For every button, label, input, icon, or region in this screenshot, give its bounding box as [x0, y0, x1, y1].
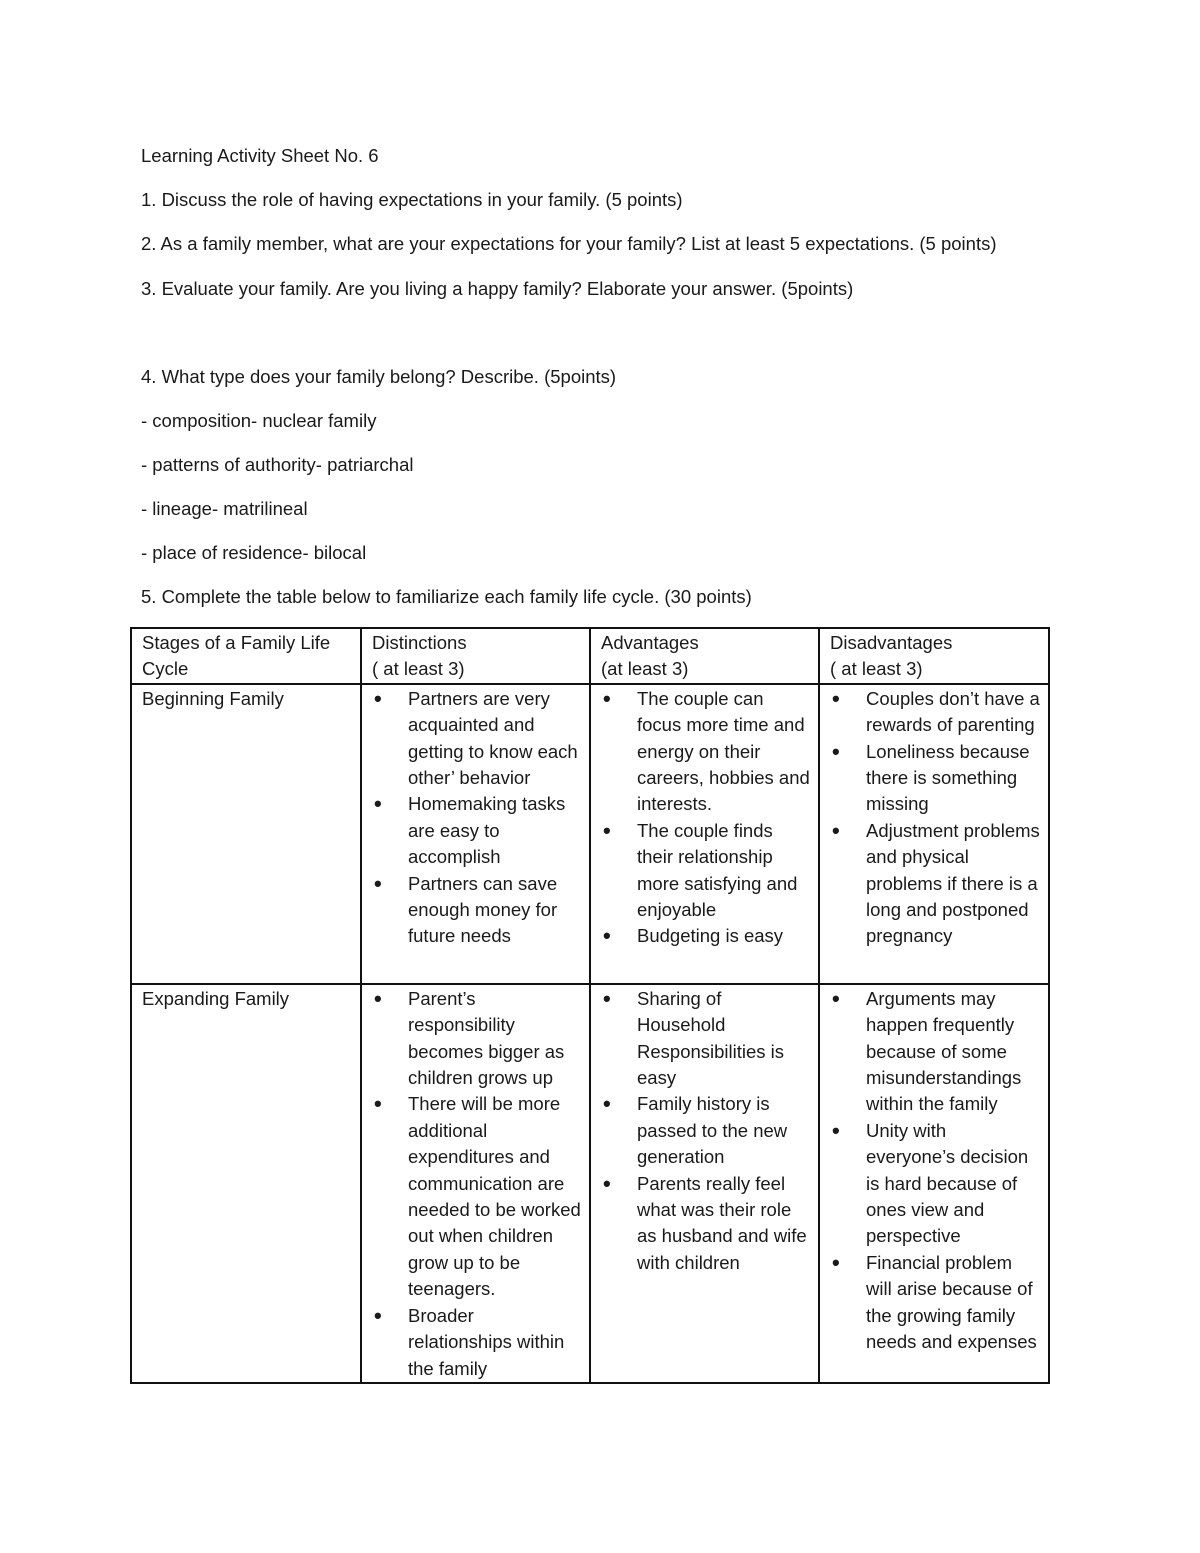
header-disadvantages — [819, 628, 1049, 684]
question-4: 4. What type does your family belong? Describe. (5points) — [141, 366, 617, 387]
list-item: • Couples don’t have a rewards of parenting — [830, 686, 1040, 739]
family-type-lineage: - lineage- matrilineal — [141, 498, 308, 519]
family-type-residence: - place of residence- bilocal — [141, 542, 367, 563]
header-stages-line2: Cycle — [142, 658, 189, 680]
family-type-authority: - patterns of authority- patriarchal — [141, 454, 414, 475]
question-3: 3. Evaluate your family. Are you living a happy family? Elaborate your answer. (5points) — [141, 278, 854, 299]
list-item: • Adjustment problems and physical problems if there is a long and postponed pregnancy — [830, 818, 1040, 950]
table-header-row — [131, 628, 1049, 684]
list-item: • Budgeting is easy — [601, 923, 810, 949]
disadvantages-list — [830, 986, 1040, 1356]
list-item: • Unity with everyone’s decision is hard because of ones view and perspective — [830, 1118, 1040, 1250]
list-item: • Financial problem will arise because of the growing family needs and expenses — [830, 1250, 1040, 1356]
header-distinctions-line2: ( at least 3) — [372, 658, 465, 680]
header-distinctions-line1: Distinctions — [372, 632, 467, 653]
list-item: • The couple can focus more time and energy on their careers, hobbies and interests. — [601, 686, 810, 818]
stage-cell: Beginning Family — [131, 684, 361, 984]
family-type-composition: - composition- nuclear family — [141, 410, 377, 431]
distinctions-list — [372, 686, 581, 950]
advantages-list — [601, 986, 810, 1276]
list-item: • Parent’s responsibility becomes bigger as children grows up — [372, 986, 581, 1092]
stage-cell: Expanding Family — [131, 984, 361, 1383]
table-row — [131, 684, 1049, 984]
disadvantages-list — [830, 686, 1040, 950]
table-row — [131, 984, 1049, 1383]
header-disadvantages-line1: Disadvantages — [830, 632, 953, 653]
family-life-cycle-table — [130, 627, 1050, 1384]
list-item: • Parents really feel what was their role as husband and wife with children — [601, 1171, 810, 1277]
list-item: • Broader relationships within the family — [372, 1303, 581, 1382]
list-item: • Partners can save enough money for future needs — [372, 871, 581, 950]
distinctions-cell — [361, 984, 590, 1383]
disadvantages-cell — [819, 684, 1049, 984]
disadvantages-cell — [819, 984, 1049, 1383]
list-item: • Family history is passed to the new generation — [601, 1091, 810, 1170]
list-item: • Sharing of Household Responsibilities is easy — [601, 986, 810, 1092]
advantages-list — [601, 686, 810, 950]
distinctions-list — [372, 986, 581, 1382]
question-5: 5. Complete the table below to familiarize each family life cycle. (30 points) — [141, 586, 752, 607]
list-item: • Homemaking tasks are easy to accomplish — [372, 791, 581, 870]
header-stages-line1: Stages of a Family Life — [142, 632, 331, 653]
header-advantages-line1: Advantages — [601, 632, 699, 653]
advantages-cell — [590, 984, 819, 1383]
header-advantages — [590, 628, 819, 684]
question-2: 2. As a family member, what are your expectations for your family? List at least 5 expectations. (5 points) — [141, 233, 997, 254]
question-1: 1. Discuss the role of having expectations in your family. (5 points) — [141, 189, 683, 210]
page-title: Learning Activity Sheet No. 6 — [141, 145, 379, 166]
header-distinctions — [361, 628, 590, 684]
distinctions-cell — [361, 684, 590, 984]
list-item: • Partners are very acquainted and getting to know each other’ behavior — [372, 686, 581, 792]
list-item: • Loneliness because there is something missing — [830, 739, 1040, 818]
header-disadvantages-line2: ( at least 3) — [830, 658, 923, 680]
advantages-cell — [590, 684, 819, 984]
list-item: • Arguments may happen frequently because of some misunderstandings within the family — [830, 986, 1040, 1118]
header-advantages-line2: (at least 3) — [601, 658, 689, 680]
header-stages — [131, 628, 361, 684]
list-item: • There will be more additional expenditures and communication are needed to be worked out when children grow up to be teenagers. — [372, 1091, 581, 1302]
list-item: • The couple finds their relationship more satisfying and enjoyable — [601, 818, 810, 924]
